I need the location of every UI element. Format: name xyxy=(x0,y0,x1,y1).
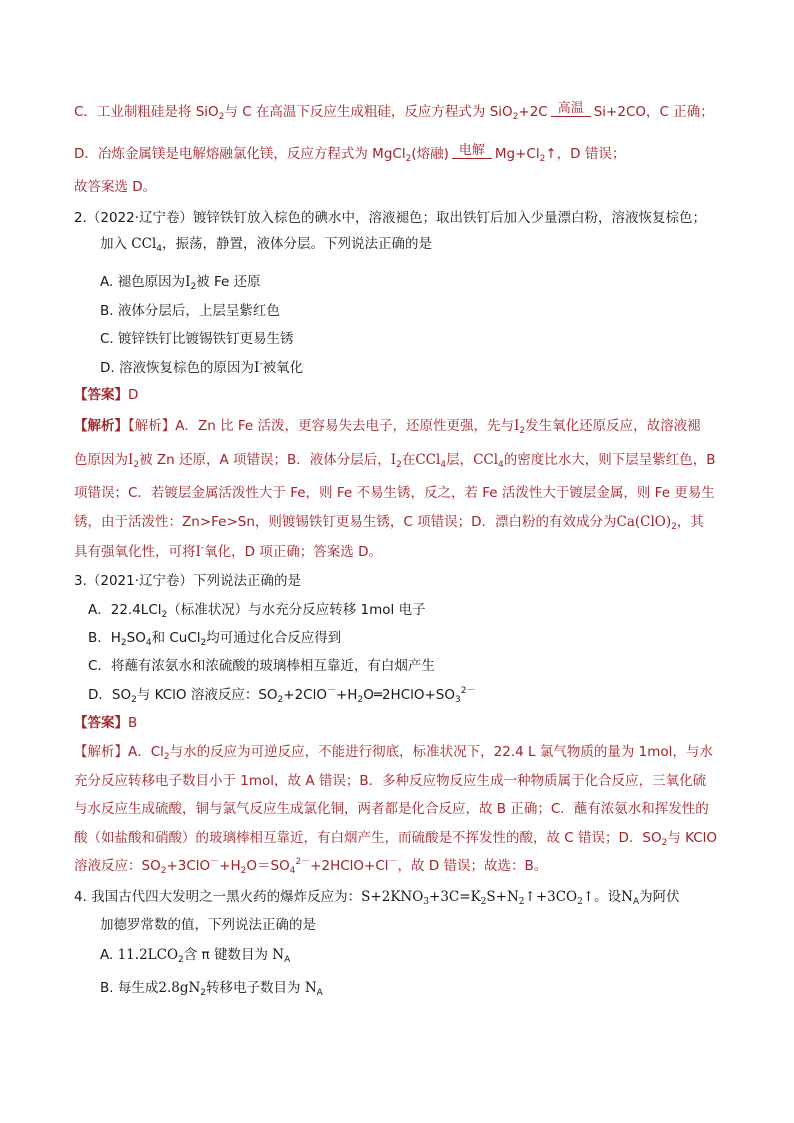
q4-stem-line1: 4. 我国古代四大发明之一黑火药的爆炸反应为：$S+2KNO_3+3C=K_2S+N_2↑+3CO_2↑$。设$N_A$为阿伏 xyxy=(74,889,680,907)
q3-option-b: B．$H_2SO_4$和 CuCl$_2$均可通过化合反应得到 xyxy=(88,630,342,648)
q2-explanation-line2: 色原因为$I_2$被 Zn 还原，A 项错误；B．液体分层后，$I_2$在CCl$_4$层，CCl$_4$的密度比水大，则下层呈紫红色，B xyxy=(74,452,716,470)
q3-explanation-line4: 酸（如盐酸和硝酸）的玻璃棒相互靠近，有白烟产生，而硫酸是不挥发性的酸，故 C 错误；D．$SO_2$与 KClO xyxy=(74,830,718,848)
q4-option-b: B. 每生成$2.8gN_2$转移电子数目为 $N_A$ xyxy=(100,980,323,998)
q4-stem-line2: 加德罗常数的值，下列说法正确的是 xyxy=(100,917,316,933)
option-c-explanation: C．工业制粗硅是将 SiO$_2$与 C 在高温下反应生成粗硅，反应方程式为 SiO$_2$+2C 高温 Si+2CO，C 正确； xyxy=(74,101,714,122)
q2-option-d: D. 溶液恢复棕色的原因为I-被氧化 xyxy=(100,359,304,376)
q2-option-b: B. 液体分层后，上层呈紫红色 xyxy=(100,303,280,319)
q2-explanation-line4: 锈，由于活泼性：Zn>Fe>Sn，则镀锡铁钉更易生锈，C 项错误；D．漂白粉的有效成分为$Ca(ClO)_2$，其 xyxy=(74,514,704,532)
q3-stem: 3.（2021·辽宁卷）下列说法正确的是 xyxy=(74,573,302,589)
reaction-condition: 电解 xyxy=(452,144,492,159)
q3-option-d: D．$SO_2$与 KClO 溶液反应：$SO_2+2ClO^-+H_2O═2HClO+SO_3^{2-}$ xyxy=(88,686,476,705)
q2-stem-line1: 2.（2022·辽宁卷）镀锌铁钉放入棕色的碘水中，溶液褪色；取出铁钉后加入少量漂白粉，溶液恢复棕色； xyxy=(74,210,707,226)
q3-option-c: C．将蘸有浓氨水和浓硫酸的玻璃棒相互靠近，有白烟产生 xyxy=(88,658,435,674)
q3-explanation-line5: 溶液反应：$SO_2+3ClO^-+H_2O=SO_4^{2-}+2HClO+Cl^-$，故 D 错误；故选：B。 xyxy=(74,857,548,876)
option-d-explanation: D．冶炼金属镁是电解熔融氯化镁，反应方程式为 MgCl$_2$(熔融) 电解 $Mg+Cl_2↑$，D 错误； xyxy=(74,143,626,164)
q2-explanation-line3: 项错误；C．若镀层金属活泼性大于 Fe，则 Fe 不易生锈，反之，若 Fe 活泼性大于镀层金属，则 Fe 更易生 xyxy=(74,485,715,501)
reaction-condition: 高温 xyxy=(551,102,591,117)
q2-explanation-line5: 具有强氧化性，可将I-氧化，D 项正确；答案选 D。 xyxy=(74,543,382,560)
q2-stem-line2: 加入 CCl$_4$，振荡，静置，液体分层。下列说法正确的是 xyxy=(100,236,433,254)
q2-option-a: A. 褪色原因为$I_2$被 Fe 还原 xyxy=(100,274,261,292)
q3-explanation-line3: 与水反应生成硫酸，铜与氯气反应生成氯化铜，两者都是化合反应，故 B 正确；C．蘸有浓氨水和挥发性的 xyxy=(74,801,709,817)
q2-explanation-line1: 【解析】【解析】A．Zn 比 Fe 活泼，更容易失去电子，还原性更强，先与$I_2$发生氧化还原反应，故溶液褪 xyxy=(74,418,701,436)
q2-answer: 【答案】D xyxy=(74,387,139,403)
q2-option-c: C. 镀锌铁钉比镀锡铁钉更易生锈 xyxy=(100,331,294,347)
q4-option-a: A. $11.2LCO_2$含 π 键数目为 $N_A$ xyxy=(100,947,291,965)
previous-answer: 故答案选 D。 xyxy=(74,179,157,195)
q3-explanation-line1: 【解析】A．$Cl_2$与水的反应为可逆反应，不能进行彻底，标准状况下，22.4 L 氯气物质的量为 1mol，与水 xyxy=(74,744,713,762)
q3-answer: 【答案】B xyxy=(74,715,138,731)
q3-explanation-line2: 充分反应转移电子数目小于 1mol，故 A 错误；B．多种反应物反应生成一种物质属于化合反应，三氧化硫 xyxy=(74,773,707,789)
q3-option-a: A．22.4LCl$_2$（标准状况）与水充分反应转移 1mol 电子 xyxy=(88,602,426,620)
